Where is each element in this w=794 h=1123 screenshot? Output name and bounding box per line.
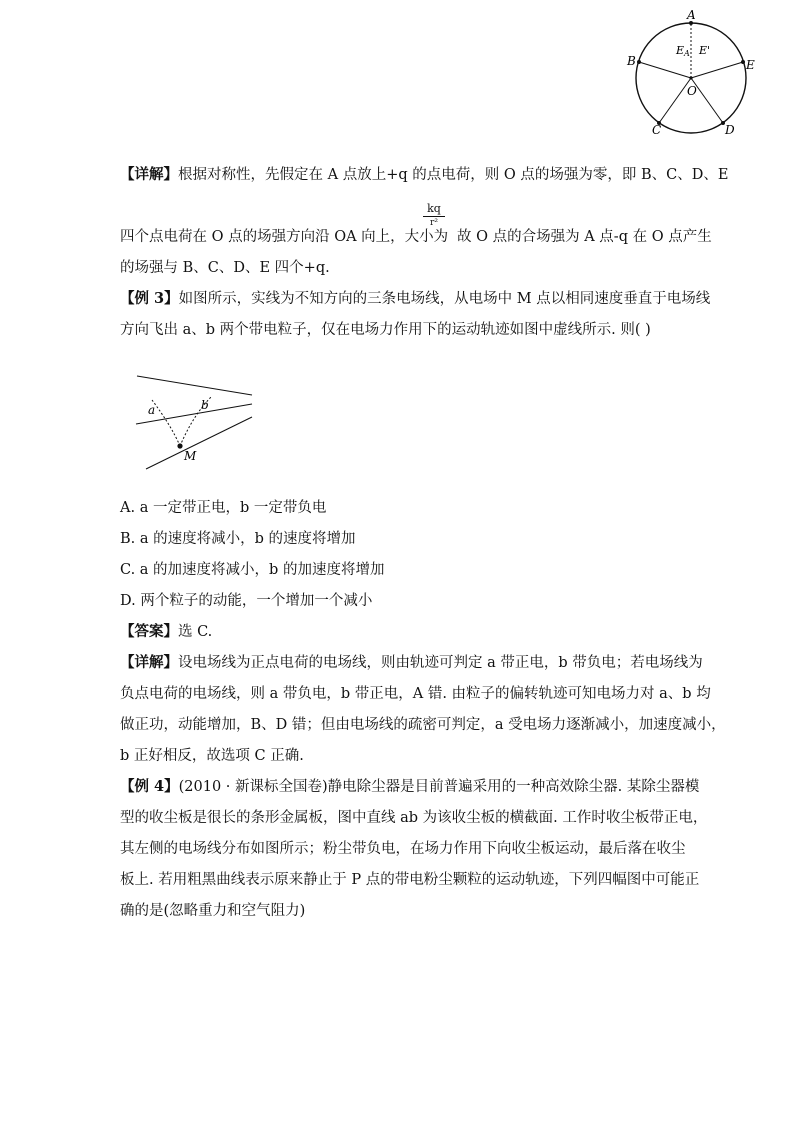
answer-text: 选 C. [178, 624, 213, 640]
detail-tag: 【详解】 [120, 166, 178, 183]
detail1-line1 [120, 165, 728, 185]
example4-line3: 其左侧的电场线分布如图所示；粉尘带负电，在场力作用下向收尘板运动，最后落在收尘 [120, 841, 686, 857]
example4-line5: 确的是(忽略重力和空气阻力) [120, 903, 306, 919]
label-b: B [627, 54, 636, 68]
label-o: O [687, 84, 697, 98]
example4-text1: (2010 · 新课标全国卷)静电除尘器是目前普遍采用的一种高效除尘器. 某除尘器模 [178, 779, 700, 795]
label-d: D [725, 123, 735, 135]
answer-line [120, 622, 212, 642]
point-e [741, 60, 745, 64]
label-eprime: E' [699, 44, 711, 57]
radius-ob [639, 62, 691, 78]
detail1-line3: 的场强与 B、C、D、E 四个+q. [120, 260, 330, 276]
detail1-line2b: 故 O 点的合场强为 A 点-q 在 O 点产生 [457, 229, 712, 245]
point-o [689, 76, 692, 79]
detail2-line1 [120, 653, 703, 673]
radius-oe [691, 62, 743, 78]
option-d: D. 两个粒子的动能，一个增加一个减小 [120, 593, 373, 609]
point-b [637, 60, 641, 64]
label-a: A [687, 10, 696, 22]
example3-line1 [120, 289, 710, 309]
point-m [177, 443, 182, 448]
detail1-line2a: 四个点电荷在 O 点的场强方向沿 OA 向上，大小为 [120, 229, 449, 245]
option-b: B. a 的速度将减小，b 的速度将增加 [120, 531, 356, 547]
option-c: C. a 的加速度将减小，b 的加速度将增加 [120, 562, 385, 578]
fraction-numerator: kq [423, 203, 445, 217]
field-lines-figure [132, 372, 257, 472]
label-b: b [201, 398, 209, 412]
example3-text1: 如图所示，实线为不知方向的三条电场线，从电场中 M 点以相同速度垂直于电场线 [178, 291, 711, 307]
circle-charges-figure [625, 10, 765, 135]
example4-line2: 型的收尘板是很长的条形金属板，图中直线 ab 为该收尘板的横截面. 工作时收尘板带正电， [120, 810, 708, 826]
fraction-kq-r2 [423, 203, 445, 229]
field-line-bottom [146, 417, 252, 469]
answer-tag: 【答案】 [120, 623, 178, 640]
detail2-text1: 设电场线为正点电荷的电场线，则由轨迹可判定 a 带正电，b 带负电；若电场线为 [178, 655, 703, 671]
detail2-tag: 【详解】 [120, 654, 178, 671]
detail1-text1: 根据对称性，先假定在 A 点放上+q 的点电荷，则 O 点的场强为零，即 B、C、D、E [178, 167, 729, 183]
detail2-line2: 负点电荷的电场线，则 a 带负电，b 带正电，A 错. 由粒子的偏转轨迹可知电场力对 a、b 均 [120, 686, 711, 702]
example3-line2: 方向飞出 a、b 两个带电粒子，仅在电场力作用下的运动轨迹如图中虚线所示. 则( ) [120, 322, 651, 338]
detail2-line4: b 正好相反，故选项 C 正确. [120, 748, 304, 764]
label-a: a [148, 403, 156, 417]
label-e: E [746, 58, 755, 72]
detail2-line3: 做正功，动能增加，B、D 错；但由电场线的疏密可判定，a 受电场力逐渐减小，加速度减小， [120, 717, 726, 733]
option-a: A. a 一定带正电，b 一定带负电 [120, 500, 327, 516]
example4-tag: 【例 4】 [120, 778, 179, 795]
example4-line1 [120, 777, 699, 797]
field-line-top [137, 376, 252, 395]
fraction-denominator: r² [430, 218, 438, 228]
label-c: C [652, 123, 662, 135]
trajectory-a [152, 400, 180, 446]
label-m: M [184, 449, 197, 463]
label-ea: EA [676, 44, 690, 58]
example4-line4: 板上. 若用粗黑曲线表示原来静止于 P 点的带电粉尘颗粒的运动轨迹，下列四幅图中可能正 [120, 872, 700, 888]
example3-tag: 【例 3】 [120, 290, 179, 307]
